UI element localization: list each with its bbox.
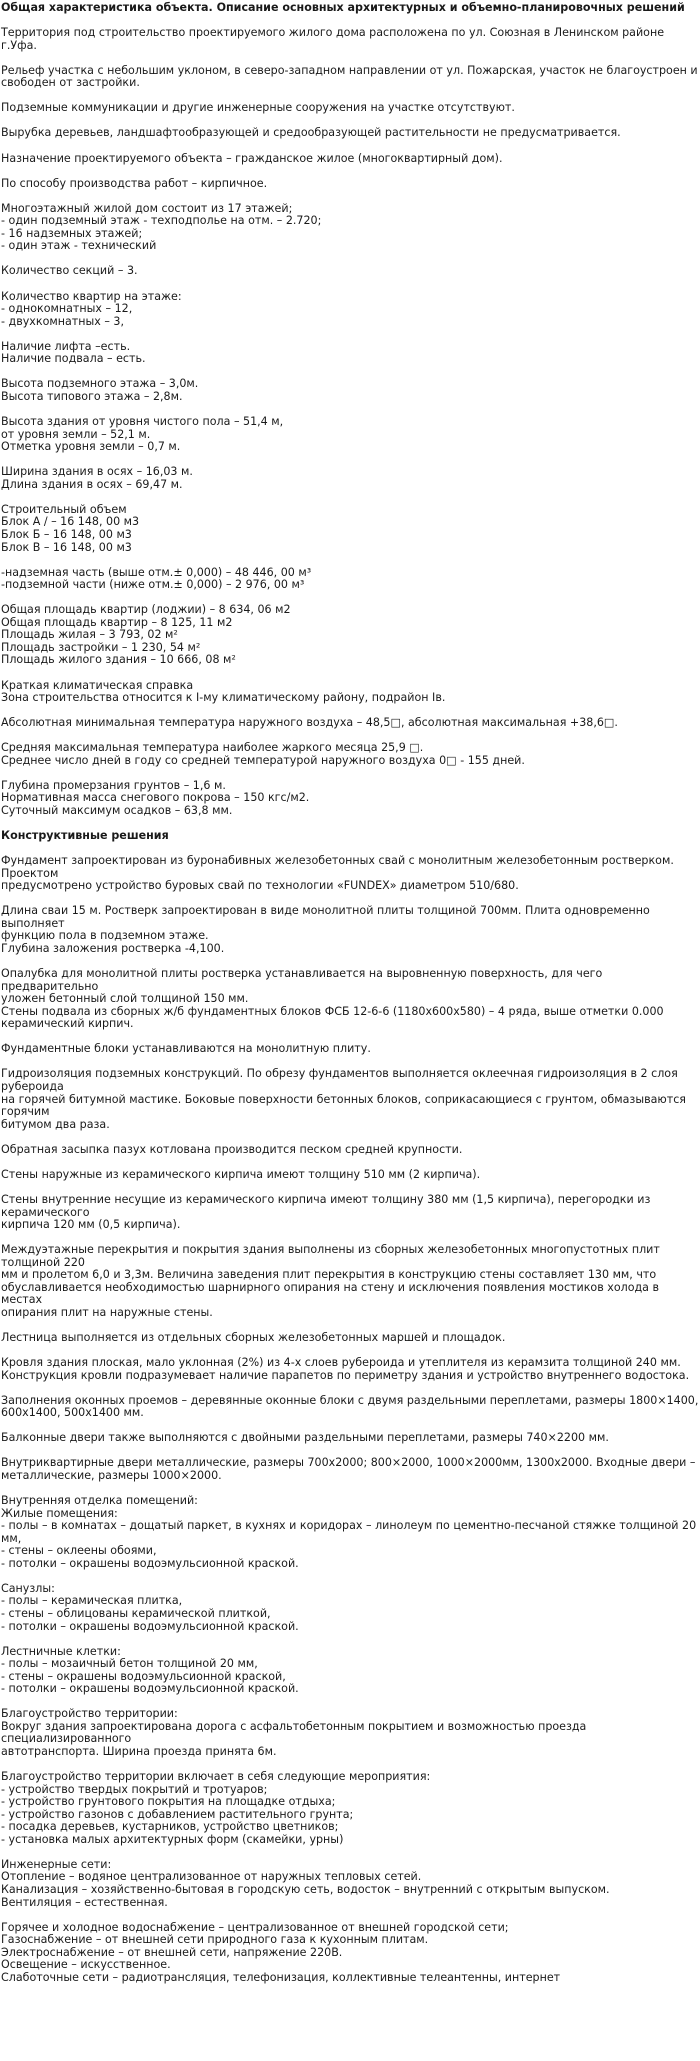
section-general-description bbox=[1, 27, 700, 817]
paragraph: Глубина промерзания грунтов – 1,6 м. Нормативная масса снегового покрова – 150 кгс/м2. Суточный максимум осадков – 63,8 мм. bbox=[1, 778, 310, 817]
paragraph: Рельеф участка с небольшим уклоном, в северо-западном направлении от ул. Пожарская, участок не благоустроен и свободен от застройки. bbox=[1, 63, 698, 90]
paragraph: Краткая климатическая справка Зона строительства относится к I-му климатическому району, подрайон Iв. bbox=[1, 678, 446, 705]
section-heading-general bbox=[1, 2, 700, 15]
paragraph: Стены внутренние несущие из керамического кирпича имеют толщину 380 мм (1,5 кирпича), перегородки из керамического кирпича 120 мм (0,5 кирпича). bbox=[1, 1192, 651, 1232]
paragraph: Лестница выполняется из отдельных сборных железобетонных маршей и площадок. bbox=[1, 1330, 506, 1344]
paragraph: Фундамент запроектирован из буронабивных железобетонных свай с монолитным железобетонным ростверком. Проектом предусмотрено устройство буровых свай по технологии «FUNDEX» диаметром 510/680. bbox=[1, 854, 674, 893]
paragraph: Благоустройство территории включает в себя следующие мероприятия: - устройство твердых покрытий и тротуаров; - устройство грунтового покрытия на площадке отдыха; - устройство газонов с добавлением растительного грунта; - посадка деревьев, кустарников, устройство цветников; - установка малых архитектурных форм (скамейки, урны) bbox=[1, 1770, 431, 1846]
paragraph: Внутренняя отделка помещений: Жилые помещения: - полы – в комнатах – дощатый паркет, в кухнях и коридорах – линолеум по цементно-песчаной стяжке толщиной 20 мм, - стены – оклеены обоями, - потолки – окрашены водоэмульсионной краской. bbox=[1, 1494, 697, 1570]
paragraph: Многоэтажный жилой дом состоит из 17 этажей; - один подземный этаж - техподполье на отм. – 2.720; - 16 надземных этажей; - один этаж - технический bbox=[1, 201, 322, 253]
paragraph: Опалубка для монолитной плиты ростверка устанавливается на выровненную поверхность, для чего предварительно уложен бетонный слой толщиной 150 мм. Стены подвала из сборных ж/б фундаментных блоков ФСБ 12-6-6 (1180х600х580) – 4 ряда, выше отметки 0.000 керамический кирпич. bbox=[1, 967, 664, 1031]
paragraph: Количество квартир на этаже: - однокомнатных – 12, - двухкомнатных – 3, bbox=[1, 289, 182, 328]
paragraph: Фундаментные блоки устанавливаются на монолитную плиту. bbox=[1, 1042, 371, 1056]
paragraph: Балконные двери также выполняются с двойными раздельными переплетами, размеры 740×2200 мм. bbox=[1, 1431, 609, 1445]
paragraph: Длина сваи 15 м. Ростверк запроектирован в виде монолитной плиты толщиной 700мм. Плита одновременно выполняет функцию пола в подземном этаже. Глубина заложения ростверка -4,100. bbox=[1, 904, 650, 956]
paragraph: Стены наружные из керамического кирпича имеют толщину 510 мм (2 кирпича). bbox=[1, 1167, 481, 1181]
paragraph: Назначение проектируемого объекта – гражданское жилое (многоквартирный дом). bbox=[1, 151, 503, 165]
paragraph: Междуэтажные перекрытия и покрытия здания выполнены из сборных железобетонных многопустотных плит толщиной 220 мм и пролетом 6,0 и 3,3м. Величина заведения плит перекрытия в конструкцию стены составляет 130 мм, что обуславливается необходимостью шарнирного опирания на стену и исключения появления мостиков холода в местах опирания плит на наружные стены. bbox=[1, 1243, 660, 1319]
paragraph: Заполнения оконных проемов – деревянные оконные блоки с двумя раздельными переплетами, размеры 1800×1400, 600х1400, 500х1400 мм. bbox=[1, 1393, 699, 1420]
heading-general-description: Общая характеристика объекта. Описание основных архитектурных и объемно-планировочных решений bbox=[1, 1, 685, 14]
paragraph: Инженерные сети: Отопление – водяное централизованное от наружных тепловых сетей. Канализация – хозяйственно-бытовая в городскую сеть, водосток – внутренний с открытым выпуском. Вентиляция – естественная. bbox=[1, 1857, 610, 1909]
paragraph: Наличие лифта –есть. Наличие подвала – есть. bbox=[1, 339, 146, 366]
paragraph: Количество секций – 3. bbox=[1, 264, 138, 278]
paragraph: Гидроизоляция подземных конструкций. По обрезу фундаментов выполняется оклеечная гидроизоляция в 2 слоя рубероида на горячей битумной мастике. Боковые поверхности бетонных блоков, соприкасающиеся с грунтом, обмазываются горячим битумом два раза. bbox=[1, 1067, 686, 1131]
section-structural-solutions bbox=[1, 855, 700, 1984]
heading-structural-solutions: Конструктивные решения bbox=[1, 829, 169, 843]
paragraph: Строительный объем Блок А / – 16 148, 00 м3 Блок Б – 16 148, 00 м3 Блок В – 16 148, 00 м3 bbox=[1, 502, 140, 554]
paragraph: Общая площадь квартир (лоджии) – 8 634, 06 м2 Общая площадь квартир – 8 125, 11 м2 Площадь жилая – 3 793, 02 м² Площадь застройки – 1 230, 54 м² Площадь жилого здания – 10 666, 08 м² bbox=[1, 603, 291, 667]
paragraph: Абсолютная минимальная температура наружного воздуха – 48,5□, абсолютная максимальная +38,6□. bbox=[1, 716, 618, 730]
paragraph: Средняя максимальная температура наиболее жаркого месяца 25,9 □. Среднее число дней в году со средней температурой наружного воздуха 0□ - 155 дней. bbox=[1, 741, 525, 767]
paragraph: Лестничные клетки: - полы – мозаичный бетон толщиной 20 мм, - стены – окрашены водоэмульсионной краской, - потолки – окрашены водоэмульсионной краской. bbox=[1, 1644, 299, 1696]
paragraph: Внутриквартирные двери металлические, размеры 700х2000; 800×2000, 1000×2000мм, 1300х2000. Входные двери – металлические, размеры 1000×2000. bbox=[1, 1456, 696, 1482]
paragraph: Санузлы: - полы – керамическая плитка, - стены – облицованы керамической плиткой, - потолки – окрашены водоэмульсионной краской. bbox=[1, 1581, 299, 1633]
paragraph: Кровля здания плоская, мало уклонная (2%) из 4-х слоев рубероида и утеплителя из керамзита толщиной 240 мм. Конструкция кровли подразумевает наличие парапетов по периметру здания и устройство внутреннего водостока. bbox=[1, 1356, 690, 1382]
paragraph: Территория под строительство проектируемого жилого дома расположена по ул. Союзная в Ленинском районе г.Уфа. bbox=[1, 26, 665, 52]
paragraph: Вырубка деревьев, ландшафтообразующей и средообразующей растительности не предусматривается. bbox=[1, 126, 621, 140]
paragraph: Ширина здания в осях – 16,03 м. Длина здания в осях – 69,47 м. bbox=[1, 465, 193, 491]
paragraph: Высота подземного этажа – 3,0м. Высота типового этажа – 2,8м. bbox=[1, 377, 199, 403]
paragraph: Благоустройство территории: Вокруг здания запроектирована дорога с асфальтобетонным покрытием и возможностью проезда специализированного автотранспорта. Ширина проезда принята 6м. bbox=[1, 1707, 587, 1759]
paragraph: Высота здания от уровня чистого пола – 51,4 м, от уровня земли – 52,1 м. Отметка уровня земли – 0,7 м. bbox=[1, 415, 284, 454]
paragraph: Горячее и холодное водоснабжение – централизованное от внешней городской сети; Газоснабжение – от внешней сети природного газа к кухонным плитам. Электроснабжение – от внешней сети, напряжение 220В. Освещение – искусственное. Слаботочные сети – радиотрансляция, телефонизация, коллективные телеантенны, интернет bbox=[1, 1920, 561, 1984]
paragraph: Обратная засыпка пазух котлована производится песком средней крупности. bbox=[1, 1142, 463, 1156]
paragraph: Подземные коммуникации и другие инженерные сооружения на участке отсутствуют. bbox=[1, 101, 515, 115]
paragraph: -надземная часть (выше отм.± 0,000) – 48 446, 00 м³ -подземной части (ниже отм.± 0,000) – 2 976, 00 м³ bbox=[1, 565, 312, 592]
paragraph: По способу производства работ – кирпичное. bbox=[1, 176, 268, 190]
section-heading-structural bbox=[1, 830, 700, 843]
